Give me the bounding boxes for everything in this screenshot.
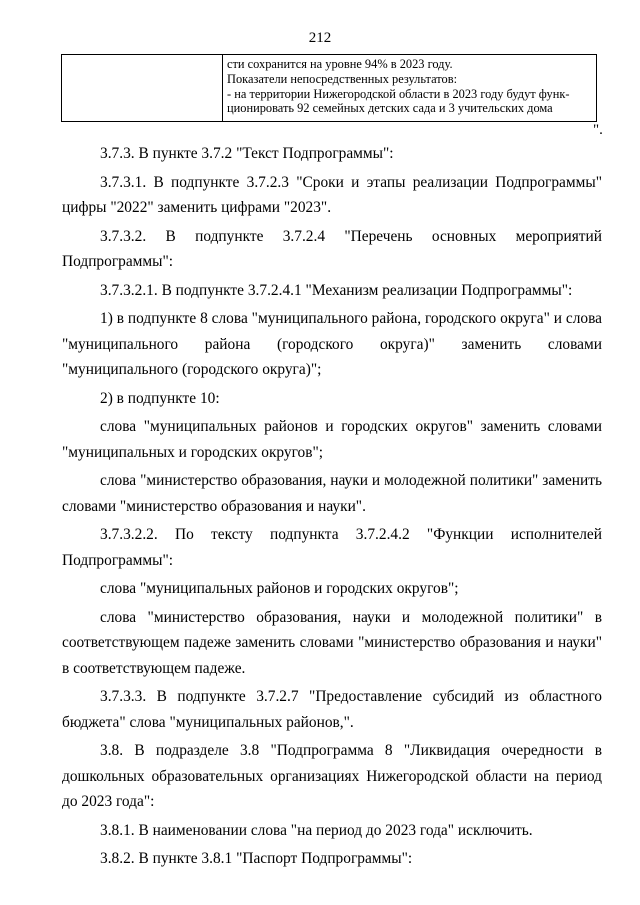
table-cell-line: - на территории Нижегородской области в 2023 году будут функ- (227, 86, 570, 101)
table-cell-line: ционировать 92 семейных детских сада и 3 учительских дома (227, 101, 553, 116)
table-cell-line: Показатели непосредственных результатов: (227, 71, 458, 86)
table-cell-right (223, 55, 597, 122)
table-cell-left (62, 55, 223, 122)
paragraph: 3.7.3.1. В подпункте 3.7.2.3 "Сроки и этапы реализации Подпрограммы" цифры "2022" заменить цифрами "2023". (62, 173, 602, 216)
table-row (62, 55, 597, 122)
paragraph: 3.7.3. В пункте 3.7.2 "Текст Подпрограммы": (100, 145, 394, 162)
paragraph: слова "министерство образования, науки и молодежной политики" в соответствующем падеже заменить словами "министерство образования и науки" в соответствующем падеже. (62, 608, 602, 677)
paragraph: 2) в подпункте 10: (100, 389, 220, 407)
closing-quote: ". (593, 122, 603, 138)
paragraph: слова "муниципальных районов и городских округов"; (100, 580, 459, 597)
page-number: 212 (308, 30, 332, 46)
paragraph: 3.8. В подразделе 3.8 "Подпрограмма 8 "Ликвидация очередности в дошкольных образовательных организациях Нижегородской области на период до 2023 года": (62, 742, 602, 810)
paragraph: 3.7.3.3. В подпункте 3.7.2.7 "Предоставление субсидий из областного бюджета" слова "муниципальных районов,". (62, 688, 602, 731)
paragraph: 3.7.3.2. В подпункте 3.7.2.4 "Перечень основных мероприятий Подпрограммы": (62, 227, 602, 270)
paragraph: 3.7.3.2.2. По тексту подпункта 3.7.2.4.2 "Функции исполнителей Подпрограммы": (62, 526, 602, 569)
continuation-table (61, 54, 597, 122)
paragraph: слова "министерство образования, науки и молодежной политики" заменить словами "министерство образования и науки". (62, 472, 602, 515)
paragraph: 3.8.2. В пункте 3.8.1 "Паспорт Подпрограммы": (100, 850, 413, 867)
paragraph: 3.7.3.2.1. В подпункте 3.7.2.4.1 "Механизм реализации Подпрограммы": (100, 281, 573, 299)
paragraph: слова "муниципальных районов и городских округов" заменить словами "муниципальных и городских округов"; (62, 418, 602, 461)
body-text (62, 141, 602, 875)
paragraph: 1) в подпункте 8 слова "муниципального района, городского округа" и слова "муниципального района (городского округа)" заменить словами "муниципального (городского округа)"; (62, 310, 602, 378)
table-cell-line: сти сохранится на уровне 94% в 2023 году. (227, 57, 453, 71)
paragraph: 3.8.1. В наименовании слова "на период до 2023 года" исключить. (100, 821, 533, 839)
